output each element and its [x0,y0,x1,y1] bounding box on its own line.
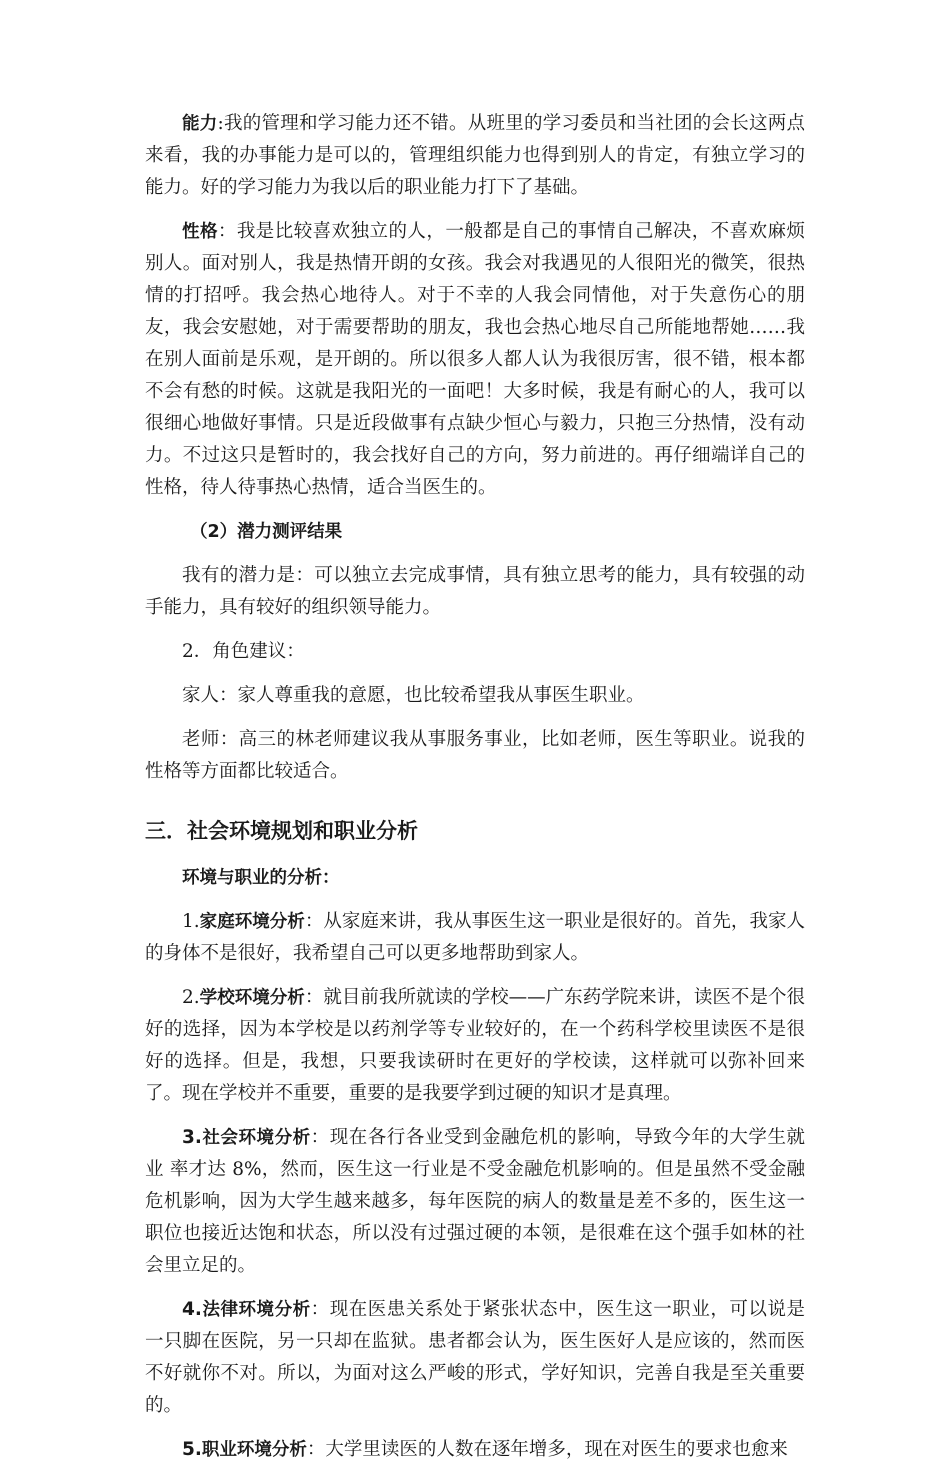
analysis-number: 2. [182,987,200,1008]
ability-paragraph [145,108,805,204]
analysis-school [145,982,805,1110]
section-subtitle: 环境与职业的分析： [182,868,340,888]
section-title: 三．社会环境规划和职业分析 [145,819,418,843]
analysis-number: 1. [182,911,200,932]
analysis-label: 职业环境分析 [201,1440,307,1460]
role-teacher: 老师：高三的林老师建议我从事服务事业，比如老师，医生等职业。说我的性格等方面都比较适合。 [145,729,805,782]
analysis-number: 3. [182,1127,202,1148]
ability-text: :我的管理和学习能力还不错。从班里的学习委员和当社团的会长这两点来看，我的办事能力是可以的，管理组织能力也得到别人的肯定，有独立学习的能力。好的学习能力为我以后的职业能力打下了基础。 [145,113,805,198]
document-body [145,108,805,1466]
analysis-text: ：就目前我所就读的学校——广东药学院来讲，读医不是个很好的选择，因为本学校是以药剂学等专业较好的，在一个药科学校里读医不是很好的选择。但是，我想，只要我读研时在更好的学校读，这样就可以弥补回来了。现在学校并不重要，重要的是我要学到过硬的知识才是真理。 [145,987,805,1104]
potential-heading: （2）潜力测评结果 [190,522,343,542]
ability-label: 能力 [182,114,218,134]
personality-text: ：我是比较喜欢独立的人，一般都是自己的事情自己解决，不喜欢麻烦别人。面对别人，我是热情开朗的女孩。我会对我遇见的人很阳光的微笑，很热情的打招呼。我会热心地待人。对于不幸的人我会同情他，对于失意伤心的朋友，我会安慰她，对于需要帮助的朋友，我也会热心地尽自己所能地帮她……我在别人面前是乐观，是开朗的。所以很多人都人认为我很厉害，很不错，根本都不会有愁的时候。这就是我阳光的一面吧！大多时候，我是有耐心的人，我可以很细心地做好事情。只是近段做事有点缺少恒心与毅力，只抱三分热情，没有动力。不过这只是暂时的，我会找好自己的方向，努力前进的。再仔细端详自己的性格，待人待事热心热情，适合当医生的。 [145,221,805,498]
analysis-label: 法律环境分析 [201,1300,311,1320]
potential-paragraph: 我有的潜力是：可以独立去完成事情，具有独立思考的能力，具有较强的动手能力，具有较好的组织领导能力。 [145,565,805,618]
analysis-text: ：大学里读医的人数在逐年增多，现在对医生的要求也愈来 [306,1439,788,1460]
analysis-number: 5. [182,1439,202,1460]
personality-label: 性格 [182,222,218,242]
analysis-society [145,1122,805,1282]
analysis-label: 家庭环境分析 [199,912,305,932]
analysis-text: ：从家庭来讲，我从事医生这一职业是很好的。首先，我家人的身体不是很好，我希望自己可以更多地帮助到家人。 [145,911,805,964]
analysis-text: ：现在各行各业受到金融危机的影响，导致今年的大学生就业 率才达 8%，然而，医生这一行业是不受金融危机影响的。但是虽然不受金融危机影响，因为大学生越来越多，每年医院的病人的数量是差不多的，医生这一职位也接近达饱和状态，所以没有过强过硬的本领，是很难在这个强手如林的社会里立足的。 [145,1127,806,1276]
analysis-number: 4. [182,1299,202,1320]
analysis-career [145,1434,805,1466]
analysis-label: 社会环境分析 [201,1128,311,1148]
analysis-law [145,1294,805,1422]
role-family: 家人：家人尊重我的意愿，也比较希望我从事医生职业。 [182,685,645,706]
role-heading: 2．角色建议： [182,641,305,662]
analysis-label: 学校环境分析 [199,988,305,1008]
analysis-text: ：现在医患关系处于紧张状态中，医生这一职业，可以说是一只脚在医院，另一只却在监狱。患者都会认为，医生医好人是应该的，然而医不好就你不对。所以，为面对这么严峻的形式，学好知识，完善自我是至关重要的。 [145,1299,806,1416]
analysis-family [145,906,805,970]
personality-paragraph [145,216,805,504]
